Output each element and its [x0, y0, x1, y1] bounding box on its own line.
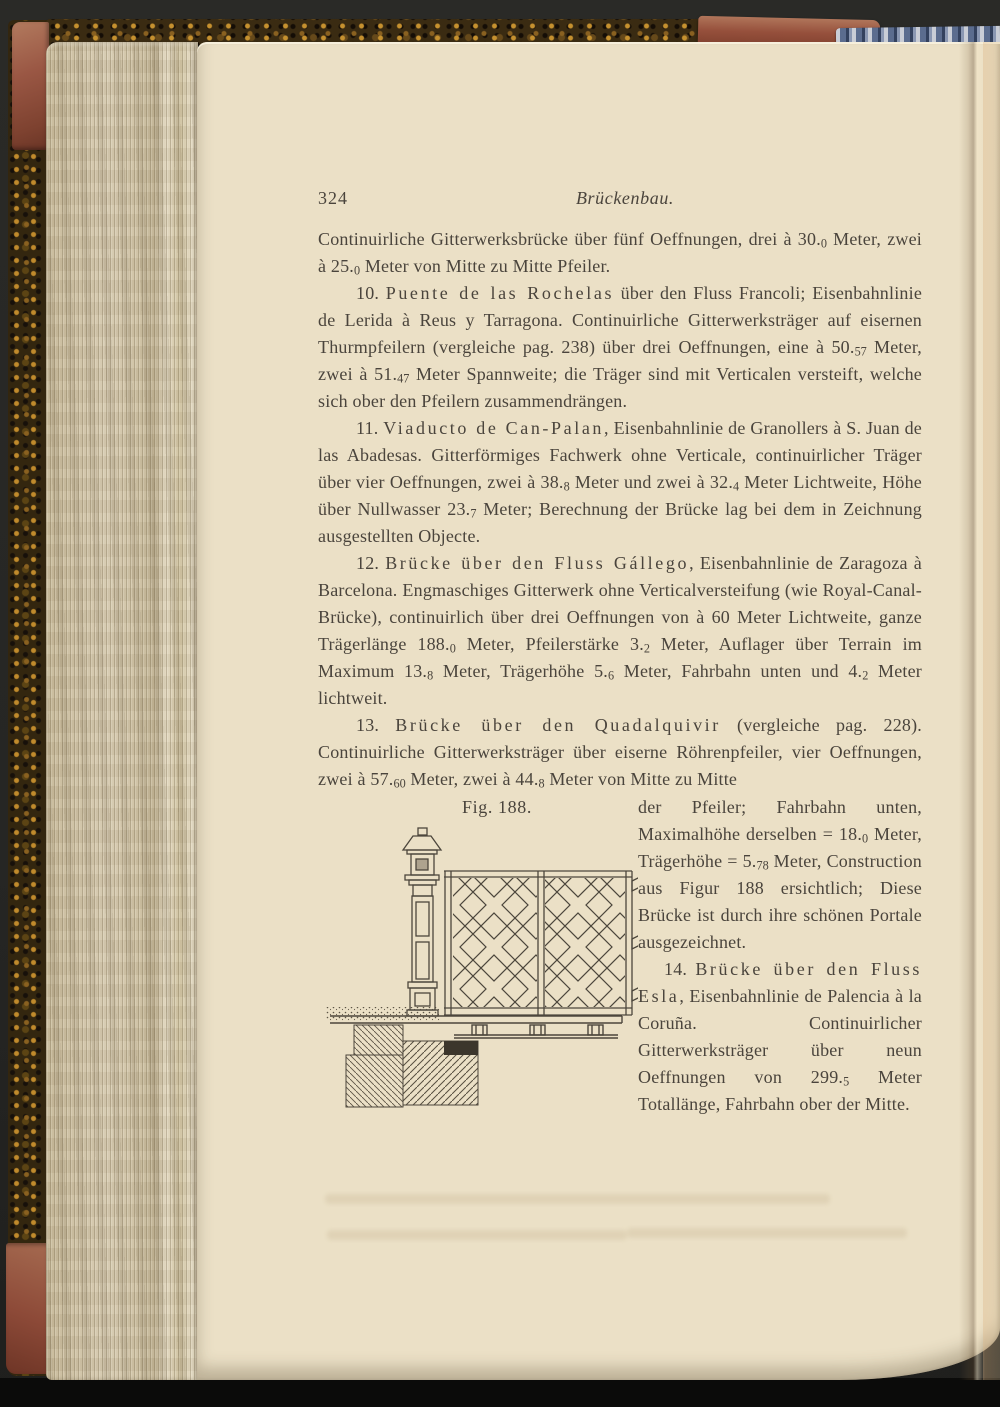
- portal-column: [403, 828, 441, 1016]
- bridge-portal-figure: [326, 821, 638, 1109]
- paragraph-item-13-side: der Pfeiler; Fahrbahn unten, Maximalhöhe derselben = $18._0$ Meter, Trägerhöhe = $5._{78}$ Meter, Construction aus Figur 188 ersichtlich; Diese Brücke ist durch ihre schönen Portale ausgezeichnet.: [638, 797, 922, 952]
- figure-caption: Fig. 188.: [462, 797, 532, 817]
- leather-corner-top-left: [12, 22, 49, 150]
- page-fore-edge-stack: [46, 42, 198, 1380]
- paragraph-item-10: 10. Puente de las Rochelas über den Fluss Francoli; Eisenbahnlinie de Lerida à Reus y Tarragona. Continuirliche Gitterwerksträger auf eisernen Thurmpfeilern (vergleiche pag. 238) über drei Oeffnungen, eine à $50._{57}$ Meter, zwei à $51._{47}$ Meter Spannweite; die Träger sind mit Verticalen versteift, welche sich ober den Pfeilern zusammendrängen.: [318, 283, 923, 411]
- book-page: [197, 42, 1000, 1380]
- facing-page-sliver: [983, 42, 1000, 1380]
- paragraph-item-12: 12. Brücke über den Fluss Gállego, Eisenbahnlinie de Zaragoza à Barcelona. Engmaschiges Gitterwerk ohne Verticalversteifung (wie Royal-Canal-Brücke), continuirlich über drei Oeffnungen von à 60 Meter Lichtweite, ganze Trägerlänge $188._0$ Meter, Pfeilerstärke $3._2$ Meter, Auflager über Terrain im Maximum $13._8$ Meter, Trägerhöhe $5._6$ Meter, Fahrbahn unten und $4._2$ Meter lichtweit.: [318, 553, 922, 708]
- ink-bleedthrough: [627, 1228, 907, 1238]
- paragraph-continuation: Continuirliche Gitterwerksbrücke über fünf Oeffnungen, drei à $30._0$ Meter, zwei à $25._0$ Meter von Mitte zu Mitte Pfeiler.: [318, 229, 923, 278]
- marbled-cover-edge-left: [8, 20, 48, 1376]
- page-number: 324: [318, 188, 348, 208]
- table-shadow-band: [0, 1378, 1000, 1407]
- leather-corner-bottom-left: [6, 1243, 50, 1374]
- gutter-crease: [959, 42, 985, 1380]
- lattice-girder: [444, 871, 638, 1015]
- side-column: [638, 794, 922, 1118]
- running-head: Brückenbau.: [575, 188, 675, 208]
- paragraph-item-11: 11. Viaducto de Can-Palan, Eisenbahnlinie de Granollers à S. Juan de las Abadesas. Gitterförmiges Fachwerk ohne Verticale, continuirlicher Träger über vier Oeffnungen, zwei à $38._8$ Meter und zwei à $32._4$ Meter Lichtweite, Höhe über Nullwasser $23._7$ Meter; Berechnung der Brücke lag bei dem in Zeichnung ausgestellten Objecte.: [318, 418, 922, 546]
- figure-and-sidetext-row: [318, 794, 922, 1118]
- ink-bleedthrough: [325, 1194, 830, 1204]
- paragraph-item-13-lead: 13. Brücke über den Quadalquivir (vergleiche pag. 228). Continuirliche Gitterwerksträger über eiserne Röhrenpfeiler, vier Oeffnungen, zwei à $57._{60}$ Meter, zwei à $44._8$ Meter von Mitte zu Mitte: [318, 715, 922, 791]
- figure-block: [318, 794, 638, 1118]
- ground-stipple: [326, 1007, 440, 1021]
- ink-bleedthrough: [327, 1230, 627, 1240]
- page-header: [318, 185, 922, 212]
- paragraph-item-14: 14. Brücke über den Fluss Esla, Eisenbahnlinie de Palencia à la Coruña. Continuirlicher Gitterwerksträger über neun Oeffnungen von $299._5$ Meter Totallänge, Fahrbahn ober der Mitte.: [638, 959, 922, 1114]
- text-block: [318, 185, 922, 1118]
